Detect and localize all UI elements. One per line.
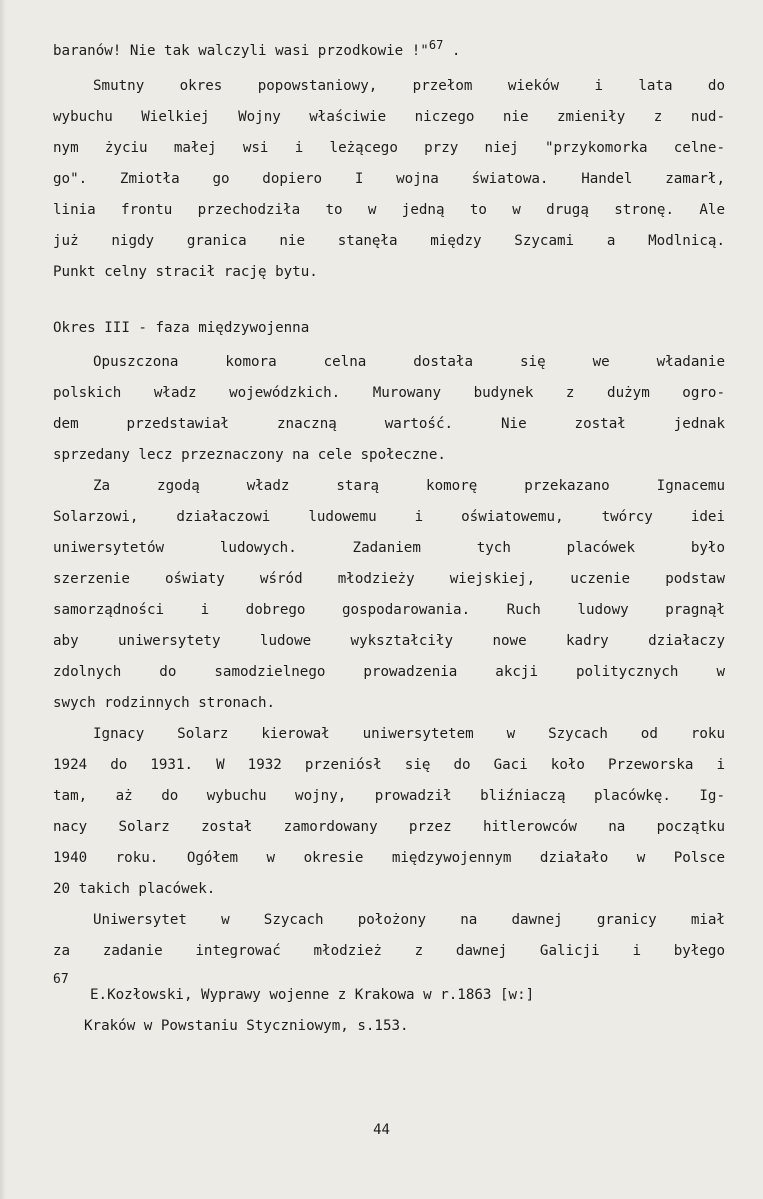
text-line: Za zgodą władz starą komorę przekazano Ignacemu — [93, 478, 725, 494]
text-line: aby uniwersytety ludowe wykształciły nowe kadry działaczy — [53, 633, 725, 649]
text-line: za zadanie integrować młodzież z dawnej Galicji i byłego — [53, 943, 725, 959]
text-line: nacy Solarz został zamordowany przez hitlerowców na początku — [53, 819, 725, 835]
text-line: nym życiu małej wsi i leżącego przy niej "przykomorka celne- — [53, 140, 725, 156]
text-line: Uniwersytet w Szycach położony na dawnej granicy miał — [93, 912, 725, 928]
footnote-line: E.Kozłowski, Wyprawy wojenne z Krakowa w r.1863 [w:] — [90, 987, 535, 1003]
text-line: 20 takich placówek. — [53, 881, 216, 897]
text-line — [53, 38, 725, 60]
text-line: polskich władz wojewódzkich. Murowany budynek z dużym ogro- — [53, 385, 725, 401]
text-fragment: . — [443, 43, 461, 59]
text-line: tam, aż do wybuchu wojny, prowadził bliźniaczą placówkę. Ig- — [53, 788, 725, 804]
page-edge-shadow — [0, 0, 6, 1199]
text-line: 1940 roku. Ogółem w okresie międzywojennym działało w Polsce — [53, 850, 725, 866]
text-line: Smutny okres popowstaniowy, przełom wieków i lata do — [93, 78, 725, 94]
footnote-number: 67 — [53, 972, 69, 987]
footnote-line: Kraków w Powstaniu Styczniowym, s.153. — [84, 1018, 409, 1034]
text-line: linia frontu przechodziła to w jedną to w drugą stronę. Ale — [53, 202, 725, 218]
text-fragment: baranów! Nie tak walczyli wasi przodkowie !" — [53, 43, 429, 59]
text-line: 1924 do 1931. W 1932 przeniósł się do Gaci koło Przeworska i — [53, 757, 725, 773]
text-line: Ignacy Solarz kierował uniwersytetem w Szycach od roku — [93, 726, 725, 742]
section-heading: Okres III - faza międzywojenna — [53, 320, 310, 336]
page-number: 44 — [373, 1122, 390, 1138]
text-line: go". Zmiotła go dopiero I wojna światowa. Handel zamarł, — [53, 171, 725, 187]
text-line: Solarzowi, działaczowi ludowemu i oświatowemu, twórcy idei — [53, 509, 725, 525]
text-line: swych rodzinnych stronach. — [53, 695, 276, 711]
footnote-reference: 67 — [428, 38, 444, 52]
text-line: zdolnych do samodzielnego prowadzenia akcji politycznych w — [53, 664, 725, 680]
text-line: szerzenie oświaty wśród młodzieży wiejskiej, uczenie podstaw — [53, 571, 725, 587]
text-line: Opuszczona komora celna dostała się we władanie — [93, 354, 725, 370]
text-line: już nigdy granica nie stanęła między Szycami a Modlnicą. — [53, 233, 725, 249]
text-line: Punkt celny stracił rację bytu. — [53, 264, 318, 280]
text-line: sprzedany lecz przeznaczony na cele społeczne. — [53, 447, 446, 463]
text-line: dem przedstawiał znaczną wartość. Nie został jednak — [53, 416, 725, 432]
text-line: samorządności i dobrego gospodarowania. Ruch ludowy pragnął — [53, 602, 725, 618]
text-line: wybuchu Wielkiej Wojny właściwie niczego nie zmieniły z nud- — [53, 109, 725, 125]
text-line: uniwersytetów ludowych. Zadaniem tych placówek było — [53, 540, 725, 556]
